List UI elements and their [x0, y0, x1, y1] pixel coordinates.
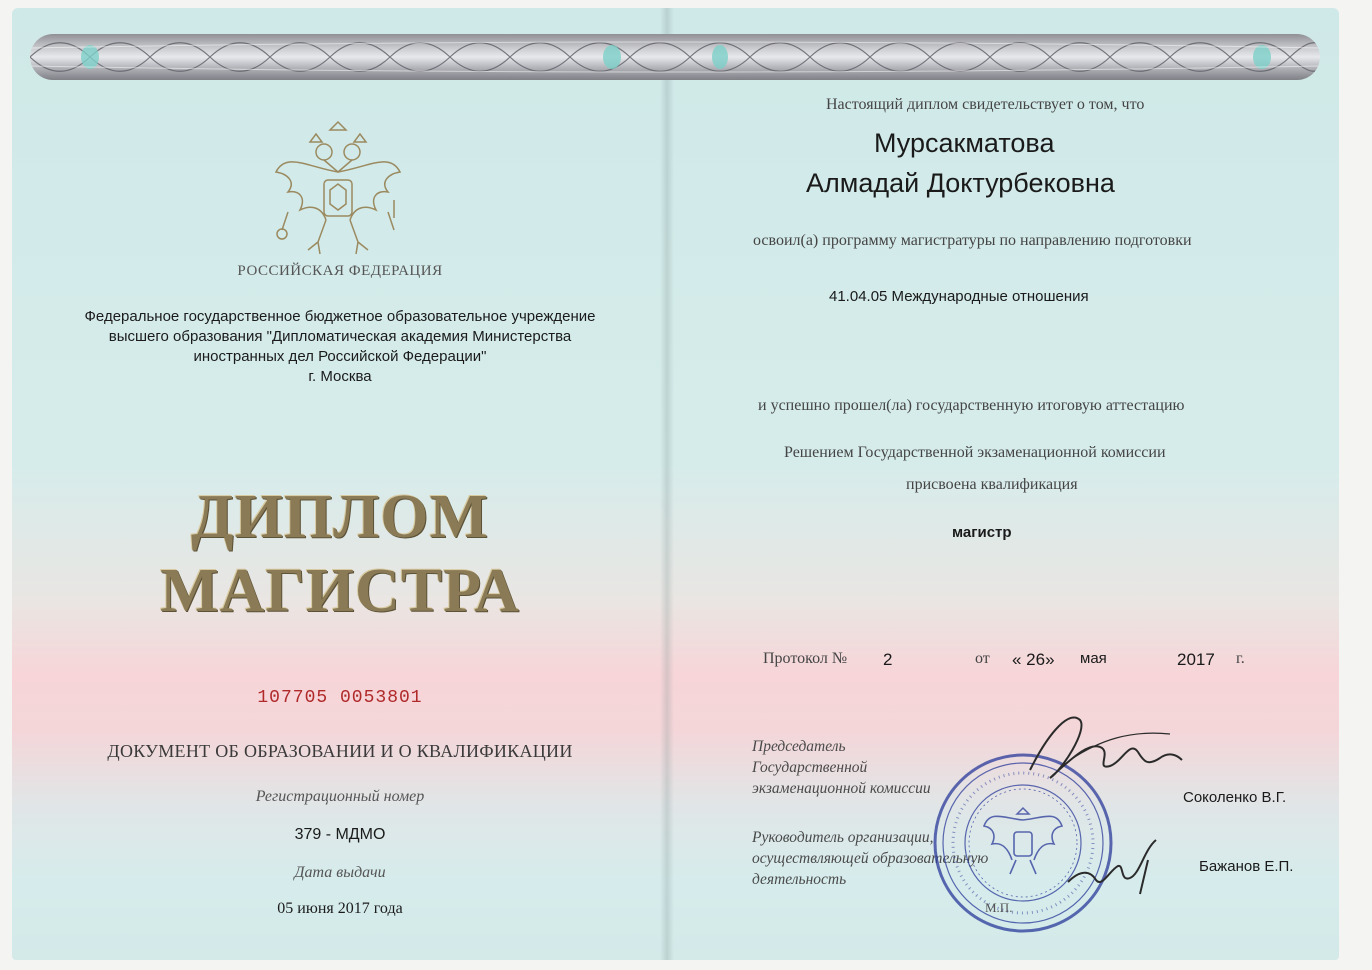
institution-city: г. Москва [308, 368, 372, 385]
issue-date: 05 июня 2017 года [277, 900, 403, 917]
coat-of-arms-icon [268, 112, 408, 267]
protocol-month: мая [1080, 650, 1107, 667]
institution-line: иностранных дел Российской Федерации" [193, 348, 487, 365]
guilloche-band [30, 34, 1320, 80]
chairman-title-line: Председатель [752, 738, 846, 755]
head-name: Бажанов Е.П. [1199, 858, 1294, 875]
qualification-text: присвоена квалификация [906, 476, 1078, 493]
protocol-year: 2017 [1177, 650, 1215, 669]
document-type: ДОКУМЕНТ ОБ ОБРАЗОВАНИИ И О КВАЛИФИКАЦИИ [107, 741, 573, 761]
institution-name [40, 307, 640, 387]
diploma-title-line2: МАГИСТРА [160, 557, 520, 625]
protocol-from: от [975, 650, 990, 667]
diploma-title-line1: ДИПЛОМ [190, 483, 490, 551]
chairman-name: Соколенко В.Г. [1183, 789, 1287, 806]
registration-label: Регистрационный номер [255, 788, 425, 805]
serial-number: 107705 0053801 [257, 688, 423, 708]
protocol-label: Протокол № [763, 650, 848, 667]
attestation-text: и успешно прошел(ла) государственную итоговую аттестацию [758, 397, 1185, 414]
head-signature-icon [1060, 830, 1170, 900]
protocol-year-suffix: г. [1236, 650, 1245, 667]
seal-label: М.П. [985, 900, 1013, 915]
chairman-signature-icon [1010, 700, 1190, 790]
graduate-surname: Мурсакматова [874, 128, 1055, 158]
institution-line: Федеральное государственное бюджетное образовательное учреждение [84, 308, 596, 325]
head-title-line: Руководитель организации, [752, 829, 934, 846]
decision-text: Решением Государственной экзаменационной комиссии [784, 444, 1166, 461]
institution-line: высшего образования "Дипломатическая академия Министерства [108, 328, 572, 345]
protocol-day: « 26» [1012, 650, 1055, 669]
registration-number: 379 - МДМО [294, 826, 386, 843]
graduate-given-names: Алмадай Доктурбековна [806, 168, 1115, 198]
country-name: РОССИЙСКАЯ ФЕДЕРАЦИЯ [237, 263, 443, 279]
head-title-line: деятельность [752, 871, 847, 888]
chairman-title [752, 736, 931, 799]
issue-date-label: Дата выдачи [294, 864, 386, 881]
field-of-study: 41.04.05 Международные отношения [829, 288, 1089, 305]
qualification: магистр [952, 524, 1012, 541]
chairman-title-line: Государственной [752, 759, 868, 776]
program-text: освоил(а) программу магистратуры по направлению подготовки [753, 232, 1192, 249]
head-title-line: осуществляющей образовательную [752, 850, 989, 867]
protocol-number: 2 [883, 650, 893, 669]
certifies-text: Настоящий диплом свидетельствует о том, что [826, 96, 1145, 113]
chairman-title-line: экзаменационной комиссии [752, 780, 931, 797]
